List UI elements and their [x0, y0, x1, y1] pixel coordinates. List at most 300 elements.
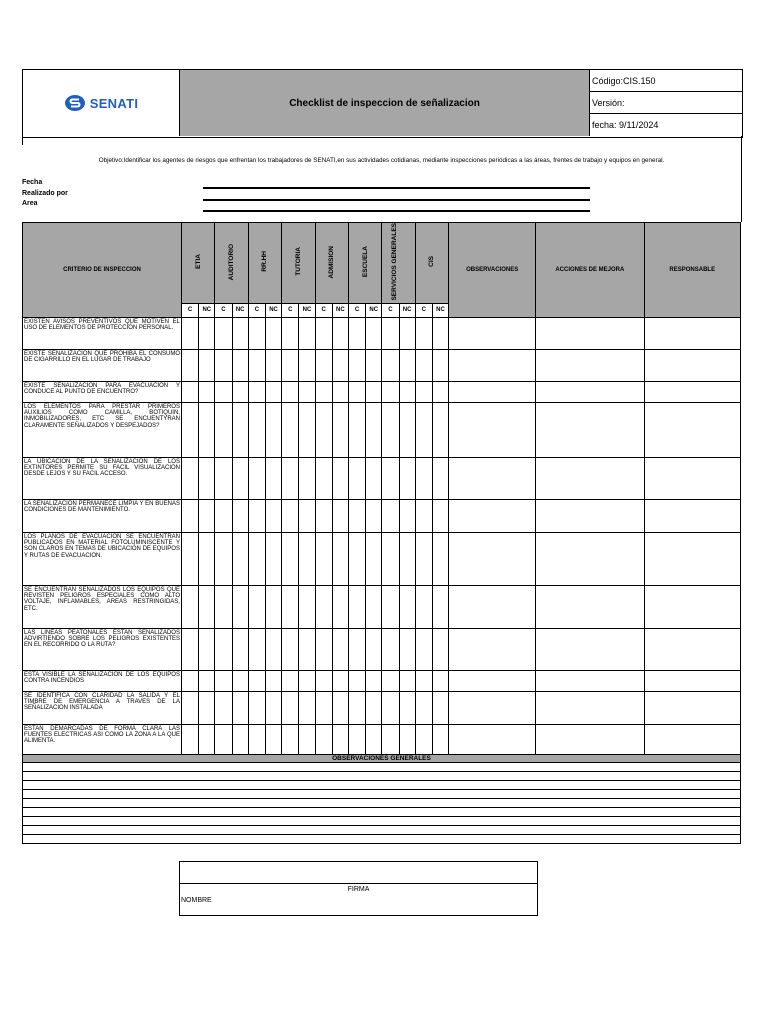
- c-check-cell[interactable]: [348, 585, 365, 628]
- signature-area[interactable]: [180, 883, 537, 916]
- area-input-line[interactable]: [203, 210, 590, 212]
- nc-check-cell[interactable]: [432, 724, 448, 757]
- c-check-cell[interactable]: [382, 691, 399, 724]
- area-header: ETIA: [181, 223, 214, 304]
- c-check-cell[interactable]: [348, 457, 365, 499]
- c-check-cell[interactable]: [215, 532, 232, 585]
- nc-check-cell[interactable]: [366, 724, 382, 757]
- c-check-cell[interactable]: [282, 457, 299, 499]
- entry-cell[interactable]: [449, 349, 536, 381]
- entry-cell[interactable]: [449, 457, 536, 499]
- nc-check-cell[interactable]: [399, 724, 415, 757]
- c-check-cell[interactable]: [282, 585, 299, 628]
- nc-check-cell[interactable]: [332, 532, 348, 585]
- c-header: C: [215, 303, 232, 317]
- c-check-cell[interactable]: [415, 532, 432, 585]
- observation-line[interactable]: [22, 799, 741, 808]
- nc-check-cell[interactable]: [299, 402, 315, 457]
- entry-cell[interactable]: [449, 499, 536, 532]
- entry-cell[interactable]: [644, 499, 740, 532]
- c-check-cell[interactable]: [215, 499, 232, 532]
- c-check-cell[interactable]: [415, 628, 432, 670]
- c-check-cell[interactable]: [282, 349, 299, 381]
- checklist-table: [22, 222, 741, 758]
- nc-check-cell[interactable]: [366, 532, 382, 585]
- c-check-cell[interactable]: [248, 585, 265, 628]
- c-check-cell[interactable]: [181, 317, 198, 349]
- responsable-header: RESPONSABLE: [644, 223, 740, 318]
- table-row: [23, 499, 741, 532]
- nc-check-cell[interactable]: [232, 691, 248, 724]
- c-check-cell[interactable]: [415, 457, 432, 499]
- nc-check-cell[interactable]: [366, 349, 382, 381]
- c-check-cell[interactable]: [315, 670, 332, 691]
- nc-check-cell[interactable]: [299, 670, 315, 691]
- nc-check-cell[interactable]: [332, 691, 348, 724]
- c-check-cell[interactable]: [315, 724, 332, 757]
- observaciones-generales-header: OBSERVACIONES GENERALES: [22, 754, 741, 763]
- nc-check-cell[interactable]: [265, 317, 281, 349]
- c-check-cell[interactable]: [282, 532, 299, 585]
- nc-check-cell[interactable]: [199, 402, 215, 457]
- info-block: [22, 178, 68, 210]
- nc-header: NC: [332, 303, 348, 317]
- nc-check-cell[interactable]: [366, 585, 382, 628]
- observation-line[interactable]: [22, 781, 741, 790]
- c-check-cell[interactable]: [348, 381, 365, 402]
- entry-cell[interactable]: [536, 532, 644, 585]
- nc-check-cell[interactable]: [399, 381, 415, 402]
- c-check-cell[interactable]: [415, 402, 432, 457]
- nc-header: NC: [399, 303, 415, 317]
- entry-cell[interactable]: [644, 628, 740, 670]
- nc-check-cell[interactable]: [199, 585, 215, 628]
- c-check-cell[interactable]: [248, 457, 265, 499]
- nc-header: NC: [265, 303, 281, 317]
- entry-cell[interactable]: [644, 402, 740, 457]
- observation-line[interactable]: [22, 835, 741, 844]
- criterion-text: EXISTE SEÑALIZACION QUE PROHIBA EL CONSUMO DE CIGARRILLO EN EL LUGAR DE TRABAJO: [23, 349, 182, 381]
- c-check-cell[interactable]: [282, 724, 299, 757]
- c-check-cell[interactable]: [348, 532, 365, 585]
- table-row: [23, 457, 741, 499]
- nc-check-cell[interactable]: [199, 457, 215, 499]
- nc-check-cell[interactable]: [199, 381, 215, 402]
- document-meta: [590, 70, 742, 136]
- nc-check-cell[interactable]: [432, 670, 448, 691]
- nc-check-cell[interactable]: [265, 457, 281, 499]
- nc-check-cell[interactable]: [432, 402, 448, 457]
- area-header: CIS: [415, 223, 448, 304]
- area-header: RR.HH: [248, 223, 281, 304]
- nc-check-cell[interactable]: [332, 585, 348, 628]
- nc-check-cell[interactable]: [366, 691, 382, 724]
- c-check-cell[interactable]: [382, 317, 399, 349]
- nc-check-cell[interactable]: [265, 691, 281, 724]
- entry-cell[interactable]: [644, 457, 740, 499]
- realizado-input-line[interactable]: [203, 199, 590, 201]
- nc-check-cell[interactable]: [366, 317, 382, 349]
- nc-check-cell[interactable]: [299, 317, 315, 349]
- entry-cell[interactable]: [536, 724, 644, 757]
- nc-check-cell[interactable]: [432, 691, 448, 724]
- nc-check-cell[interactable]: [199, 628, 215, 670]
- c-check-cell[interactable]: [181, 670, 198, 691]
- criterion-text: LA SEÑALIZACIÓN PERMANECE LIMPIA Y EN BUENAS CONDICIONES DE MANTENIMIENTO.: [23, 499, 182, 532]
- table-row: [23, 381, 741, 402]
- entry-cell[interactable]: [449, 381, 536, 402]
- nc-check-cell[interactable]: [399, 499, 415, 532]
- table-row: [23, 691, 741, 724]
- c-check-cell[interactable]: [215, 457, 232, 499]
- nc-check-cell[interactable]: [232, 724, 248, 757]
- nc-check-cell[interactable]: [299, 499, 315, 532]
- nc-check-cell[interactable]: [232, 585, 248, 628]
- acciones-header: ACCIONES DE MEJORA: [536, 223, 644, 318]
- c-check-cell[interactable]: [215, 317, 232, 349]
- nc-check-cell[interactable]: [265, 402, 281, 457]
- c-check-cell[interactable]: [181, 691, 198, 724]
- c-check-cell[interactable]: [415, 349, 432, 381]
- c-check-cell[interactable]: [348, 670, 365, 691]
- c-check-cell[interactable]: [315, 317, 332, 349]
- c-check-cell[interactable]: [215, 349, 232, 381]
- c-check-cell[interactable]: [282, 381, 299, 402]
- observation-line[interactable]: [22, 817, 741, 826]
- c-check-cell[interactable]: [348, 691, 365, 724]
- criterion-text: EXISTEN AVISOS PREVENTIVOS QUE MOTIVEN EL USO DE ELEMENTOS DE PROTECCIÓN PERSONAL.: [23, 317, 182, 349]
- area-label: Area: [22, 200, 38, 207]
- criterion-text: LA UBICACIÓN DE LA SEÑALIZACIÓN DE LOS EXTINTORES PERMITE SU FACIL VISUALIZACION DESDE LEJOS Y SU FACIL ACCESO.: [23, 457, 182, 499]
- c-check-cell[interactable]: [415, 499, 432, 532]
- document-header: [22, 69, 743, 138]
- c-check-cell[interactable]: [248, 670, 265, 691]
- entry-cell[interactable]: [449, 724, 536, 757]
- observation-line[interactable]: [22, 826, 741, 835]
- c-check-cell[interactable]: [248, 349, 265, 381]
- c-check-cell[interactable]: [215, 670, 232, 691]
- entry-cell[interactable]: [536, 317, 644, 349]
- c-check-cell[interactable]: [348, 402, 365, 457]
- area-header: ESCUELA: [348, 223, 381, 304]
- entry-cell[interactable]: [449, 628, 536, 670]
- nc-check-cell[interactable]: [265, 532, 281, 585]
- nc-header: NC: [232, 303, 248, 317]
- nc-check-cell[interactable]: [232, 628, 248, 670]
- nc-check-cell[interactable]: [399, 670, 415, 691]
- c-check-cell[interactable]: [315, 402, 332, 457]
- nc-check-cell[interactable]: [332, 317, 348, 349]
- entry-cell[interactable]: [644, 532, 740, 585]
- nc-check-cell[interactable]: [332, 402, 348, 457]
- nc-check-cell[interactable]: [299, 457, 315, 499]
- nc-check-cell[interactable]: [432, 532, 448, 585]
- entry-cell[interactable]: [536, 381, 644, 402]
- observation-line[interactable]: [22, 808, 741, 817]
- nc-check-cell[interactable]: [332, 349, 348, 381]
- c-check-cell[interactable]: [415, 724, 432, 757]
- nc-check-cell[interactable]: [265, 349, 281, 381]
- table-row: [23, 724, 741, 757]
- c-check-cell[interactable]: [382, 724, 399, 757]
- nc-check-cell[interactable]: [399, 532, 415, 585]
- c-check-cell[interactable]: [215, 691, 232, 724]
- nc-check-cell[interactable]: [366, 381, 382, 402]
- observation-line[interactable]: [22, 763, 741, 772]
- table-row: [23, 628, 741, 670]
- entry-cell[interactable]: [644, 724, 740, 757]
- entry-cell[interactable]: [536, 670, 644, 691]
- nc-check-cell[interactable]: [265, 499, 281, 532]
- nc-check-cell[interactable]: [265, 628, 281, 670]
- fecha-input-line[interactable]: [203, 187, 590, 189]
- c-check-cell[interactable]: [248, 381, 265, 402]
- c-check-cell[interactable]: [215, 381, 232, 402]
- nc-check-cell[interactable]: [432, 317, 448, 349]
- nc-check-cell[interactable]: [265, 670, 281, 691]
- c-check-cell[interactable]: [181, 724, 198, 757]
- c-check-cell[interactable]: [348, 317, 365, 349]
- c-check-cell[interactable]: [415, 317, 432, 349]
- nc-check-cell[interactable]: [366, 499, 382, 532]
- criterion-text: LOS ELEMENTOS PARA PRESTAR PRIMEROS AUXILIOS COMO CAMILLA, BOTIQUIN, INMOBILIZADORES, ETC SE ENCUENTYRAN CLARAMENTE SEÑALIZADOS Y DESPEJADOS?: [23, 402, 182, 457]
- c-header: C: [348, 303, 365, 317]
- c-header: C: [282, 303, 299, 317]
- nc-check-cell[interactable]: [299, 585, 315, 628]
- c-check-cell[interactable]: [348, 628, 365, 670]
- version-field: Versión:: [590, 92, 742, 114]
- nc-check-cell[interactable]: [366, 628, 382, 670]
- nc-check-cell[interactable]: [432, 349, 448, 381]
- c-check-cell[interactable]: [382, 585, 399, 628]
- c-check-cell[interactable]: [382, 670, 399, 691]
- nc-check-cell[interactable]: [399, 317, 415, 349]
- logo-cell: [23, 70, 180, 136]
- area-header: SERVICIOS GENERALES: [382, 223, 415, 304]
- nc-check-cell[interactable]: [199, 349, 215, 381]
- c-check-cell[interactable]: [181, 628, 198, 670]
- c-check-cell[interactable]: [215, 628, 232, 670]
- c-check-cell[interactable]: [382, 402, 399, 457]
- c-check-cell[interactable]: [215, 402, 232, 457]
- nc-check-cell[interactable]: [199, 724, 215, 757]
- entry-cell[interactable]: [644, 381, 740, 402]
- entry-cell[interactable]: [449, 670, 536, 691]
- c-check-cell[interactable]: [315, 499, 332, 532]
- c-check-cell[interactable]: [315, 585, 332, 628]
- entry-cell[interactable]: [536, 691, 644, 724]
- nc-check-cell[interactable]: [299, 381, 315, 402]
- entry-cell[interactable]: [644, 585, 740, 628]
- nc-check-cell[interactable]: [199, 691, 215, 724]
- nc-check-cell[interactable]: [432, 628, 448, 670]
- nc-check-cell[interactable]: [232, 499, 248, 532]
- senati-logo: [64, 94, 139, 112]
- nc-check-cell[interactable]: [265, 724, 281, 757]
- c-check-cell[interactable]: [248, 402, 265, 457]
- nc-header: NC: [366, 303, 382, 317]
- c-check-cell[interactable]: [248, 317, 265, 349]
- document-title: Checklist de inspeccion de señalizacion: [180, 70, 590, 136]
- nc-check-cell[interactable]: [366, 670, 382, 691]
- entry-cell[interactable]: [536, 402, 644, 457]
- nc-check-cell[interactable]: [232, 670, 248, 691]
- c-check-cell[interactable]: [282, 628, 299, 670]
- c-check-cell[interactable]: [382, 499, 399, 532]
- table-row: [23, 317, 741, 349]
- entry-cell[interactable]: [536, 349, 644, 381]
- c-check-cell[interactable]: [215, 585, 232, 628]
- c-check-cell[interactable]: [181, 381, 198, 402]
- nc-check-cell[interactable]: [399, 402, 415, 457]
- nc-check-cell[interactable]: [199, 532, 215, 585]
- criterion-text: EXISTE SEÑALIZACION PARA EVACUACION Y CONDUCE AL PUNTO DE ENCUENTRO?: [23, 381, 182, 402]
- frame-line: [22, 136, 23, 145]
- c-check-cell[interactable]: [181, 585, 198, 628]
- entry-cell[interactable]: [536, 585, 644, 628]
- c-check-cell[interactable]: [315, 691, 332, 724]
- checklist-table-wrap: [22, 222, 741, 758]
- observaciones-generales: [22, 754, 741, 844]
- c-check-cell[interactable]: [282, 317, 299, 349]
- c-check-cell[interactable]: [415, 585, 432, 628]
- nc-check-cell[interactable]: [332, 628, 348, 670]
- nc-check-cell[interactable]: [432, 457, 448, 499]
- nc-check-cell[interactable]: [232, 402, 248, 457]
- c-check-cell[interactable]: [348, 499, 365, 532]
- observation-line[interactable]: [22, 772, 741, 781]
- c-check-cell[interactable]: [248, 724, 265, 757]
- c-check-cell[interactable]: [315, 628, 332, 670]
- entry-cell[interactable]: [644, 317, 740, 349]
- nc-check-cell[interactable]: [399, 585, 415, 628]
- c-check-cell[interactable]: [315, 349, 332, 381]
- c-header: C: [415, 303, 432, 317]
- c-check-cell[interactable]: [215, 724, 232, 757]
- observaciones-lines: [22, 763, 741, 844]
- entry-cell[interactable]: [536, 628, 644, 670]
- entry-cell[interactable]: [449, 532, 536, 585]
- entry-cell[interactable]: [644, 349, 740, 381]
- c-check-cell[interactable]: [382, 532, 399, 585]
- nc-check-cell[interactable]: [265, 585, 281, 628]
- nc-check-cell[interactable]: [232, 349, 248, 381]
- objective-text: Objetivo:Identificar los agentes de riesgos que enfrentan los trabajadores de SENATI,en sus actividades cotidianas, mediante inspecciones periódicas a las áreas, frentes de trabajo y equipos en general.: [98, 157, 665, 164]
- nombre-label: NOMBRE: [181, 897, 212, 904]
- nc-check-cell[interactable]: [299, 349, 315, 381]
- observation-line[interactable]: [22, 790, 741, 799]
- criterion-text: SE IDENTIFICA CON CLARIDAD LA SALIDA Y EL TIMBRE DE EMERGENCIA A TRAVES DE LA SEÑALIZACION INSTALADA: [23, 691, 182, 724]
- nc-check-cell[interactable]: [432, 381, 448, 402]
- criterion-text: ESTAN DEMARCADAS DE FORMA CLARA LAS FUENTES ELECTRICAS ASI COMO LA ZONA A LA QUE ALIMENTA.: [23, 724, 182, 757]
- nc-check-cell[interactable]: [299, 532, 315, 585]
- c-check-cell[interactable]: [382, 349, 399, 381]
- nc-check-cell[interactable]: [366, 402, 382, 457]
- c-check-cell[interactable]: [181, 457, 198, 499]
- nc-check-cell[interactable]: [332, 670, 348, 691]
- c-check-cell[interactable]: [181, 532, 198, 585]
- c-check-cell[interactable]: [248, 628, 265, 670]
- c-check-cell[interactable]: [248, 532, 265, 585]
- entry-cell[interactable]: [536, 499, 644, 532]
- c-check-cell[interactable]: [415, 670, 432, 691]
- nc-check-cell[interactable]: [366, 457, 382, 499]
- nc-header: NC: [432, 303, 448, 317]
- nc-check-cell[interactable]: [399, 628, 415, 670]
- area-header: AUDITORIO: [215, 223, 248, 304]
- nc-check-cell[interactable]: [265, 381, 281, 402]
- entry-cell[interactable]: [449, 585, 536, 628]
- frame-line: [741, 136, 742, 222]
- nc-check-cell[interactable]: [432, 585, 448, 628]
- nc-check-cell[interactable]: [332, 499, 348, 532]
- c-check-cell[interactable]: [248, 499, 265, 532]
- criterion-text: LAS LINEAS PEATONALES ESTAN SEÑALIZADOS ADVIRTIENDO SOBRE LOS PELIGROS EXISTENTES EN EL RECORRIDO O LA RUTA?: [23, 628, 182, 670]
- c-check-cell[interactable]: [315, 381, 332, 402]
- c-check-cell[interactable]: [315, 532, 332, 585]
- entry-cell[interactable]: [449, 691, 536, 724]
- nc-check-cell[interactable]: [399, 349, 415, 381]
- nc-check-cell[interactable]: [199, 499, 215, 532]
- nc-check-cell[interactable]: [332, 724, 348, 757]
- c-check-cell[interactable]: [415, 691, 432, 724]
- nc-check-cell[interactable]: [332, 457, 348, 499]
- c-check-cell[interactable]: [181, 499, 198, 532]
- entry-cell[interactable]: [449, 402, 536, 457]
- c-check-cell[interactable]: [181, 402, 198, 457]
- nc-check-cell[interactable]: [299, 724, 315, 757]
- entry-cell[interactable]: [644, 691, 740, 724]
- c-check-cell[interactable]: [382, 457, 399, 499]
- entry-cell[interactable]: [449, 317, 536, 349]
- c-check-cell[interactable]: [181, 349, 198, 381]
- c-check-cell[interactable]: [348, 724, 365, 757]
- c-check-cell[interactable]: [382, 381, 399, 402]
- nc-check-cell[interactable]: [299, 628, 315, 670]
- observaciones-header: OBSERVACIONES: [449, 223, 536, 318]
- c-check-cell[interactable]: [382, 628, 399, 670]
- c-check-cell[interactable]: [315, 457, 332, 499]
- c-header: C: [248, 303, 265, 317]
- nc-check-cell[interactable]: [332, 381, 348, 402]
- realizado-label: Realizado por: [22, 189, 68, 197]
- nc-check-cell[interactable]: [232, 457, 248, 499]
- nc-check-cell[interactable]: [232, 317, 248, 349]
- entry-cell[interactable]: [644, 670, 740, 691]
- c-check-cell[interactable]: [282, 670, 299, 691]
- nc-check-cell[interactable]: [232, 381, 248, 402]
- nc-check-cell[interactable]: [199, 317, 215, 349]
- fecha-label: Fecha: [22, 179, 43, 186]
- senati-logo-icon: [64, 94, 86, 112]
- c-check-cell[interactable]: [282, 691, 299, 724]
- nc-check-cell[interactable]: [232, 532, 248, 585]
- criterion-text: SE ENCUENTRAN SEÑALIZADOS LOS EQUIPOS QUE REVISTEN PELIGROS ESPECIALES COMO ALTO VOLTAJE, INFLAMABLES, AREAS RESTRINGIDAS, ETC.: [23, 585, 182, 628]
- entry-cell[interactable]: [536, 457, 644, 499]
- nc-check-cell[interactable]: [432, 499, 448, 532]
- c-check-cell[interactable]: [282, 499, 299, 532]
- nc-check-cell[interactable]: [199, 670, 215, 691]
- c-check-cell[interactable]: [348, 349, 365, 381]
- c-header: C: [181, 303, 198, 317]
- nc-check-cell[interactable]: [299, 691, 315, 724]
- nc-check-cell[interactable]: [399, 457, 415, 499]
- table-row: [23, 349, 741, 381]
- c-check-cell[interactable]: [248, 691, 265, 724]
- c-check-cell[interactable]: [282, 402, 299, 457]
- nc-check-cell[interactable]: [399, 691, 415, 724]
- c-check-cell[interactable]: [415, 381, 432, 402]
